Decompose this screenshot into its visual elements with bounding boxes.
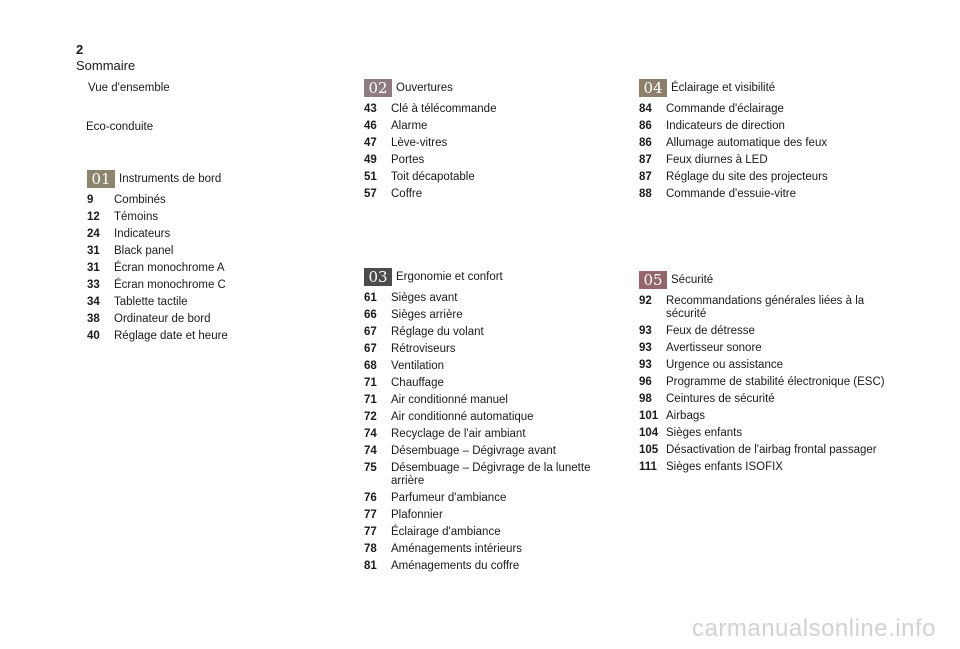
toc-entry[interactable] <box>364 326 604 339</box>
page-ref-number: 46 <box>364 120 377 132</box>
page-ref-number: 57 <box>364 188 377 200</box>
toc-entry-label: Toit décapotable <box>391 171 475 183</box>
page-ref-number: 61 <box>364 292 377 304</box>
overview-link[interactable]: Vue d'ensemble <box>88 82 170 94</box>
toc-entry-label: Programme de stabilité électronique (ESC) <box>666 376 885 388</box>
page-ref-number: 93 <box>639 342 652 354</box>
section-instruments <box>87 170 287 347</box>
page-ref-number: 38 <box>87 313 100 325</box>
toc-entry-label: Air conditionné automatique <box>391 411 534 423</box>
toc-entry[interactable] <box>639 120 889 133</box>
toc-entry[interactable] <box>87 194 287 207</box>
page-ref-number: 40 <box>87 330 100 342</box>
page-ref-number: 43 <box>364 103 377 115</box>
section-number-badge: 01 <box>87 170 115 188</box>
toc-entry-label: Plafonnier <box>391 509 443 521</box>
toc-entry-label: Air conditionné manuel <box>391 394 508 406</box>
toc-entry-label: Combinés <box>114 194 166 206</box>
section-number-badge: 02 <box>364 79 392 97</box>
toc-entry-label: Black panel <box>114 245 174 257</box>
toc-entry-label: Désactivation de l'airbag frontal passager <box>666 444 877 456</box>
toc-entry-label: Sièges arrière <box>391 309 463 321</box>
toc-entry[interactable] <box>364 428 604 441</box>
toc-entry[interactable] <box>639 461 891 474</box>
page-number: 2 <box>76 42 84 57</box>
toc-entry[interactable] <box>639 359 891 372</box>
section-openings <box>364 79 604 205</box>
toc-entry[interactable] <box>364 120 604 133</box>
toc-entry[interactable] <box>364 171 604 184</box>
page-ref-number: 93 <box>639 325 652 337</box>
toc-entry-label: Ceintures de sécurité <box>666 393 775 405</box>
page-ref-number: 74 <box>364 445 377 457</box>
toc-entry[interactable] <box>364 343 604 356</box>
toc-entry[interactable] <box>364 137 604 150</box>
toc-entry-label: Parfumeur d'ambiance <box>391 492 507 504</box>
page-ref-number: 78 <box>364 543 377 555</box>
page-ref-number: 105 <box>639 444 659 456</box>
section-header[interactable] <box>87 170 287 188</box>
toc-entry-label: Désembuage – Dégivrage avant <box>391 445 556 457</box>
toc-entry-label: Urgence ou assistance <box>666 359 783 371</box>
toc-entry[interactable] <box>87 211 287 224</box>
page-ref-number: 86 <box>639 120 652 132</box>
section-header[interactable] <box>364 79 604 97</box>
toc-entry-label: Sièges enfants ISOFIX <box>666 461 783 473</box>
page-ref-number: 9 <box>87 194 94 206</box>
toc-entry-label: Allumage automatique des feux <box>666 137 828 149</box>
toc-entry-label: Chauffage <box>391 377 444 389</box>
toc-entry[interactable] <box>364 526 604 539</box>
toc-entry[interactable] <box>364 509 604 522</box>
page-ref-number: 47 <box>364 137 377 149</box>
toc-entry[interactable] <box>364 377 604 390</box>
toc-entry-label: Aménagements du coffre <box>391 560 520 572</box>
page-ref-number: 111 <box>639 461 657 473</box>
toc-entry-label: Réglage du volant <box>391 326 484 338</box>
page-ref-number: 72 <box>364 411 377 423</box>
section-number-badge: 05 <box>639 271 667 289</box>
section-lighting <box>639 79 889 205</box>
toc-entry[interactable] <box>87 279 287 292</box>
toc-entry[interactable] <box>639 376 891 389</box>
toc-entry[interactable] <box>639 137 889 150</box>
section-title: Ouvertures <box>396 82 453 94</box>
toc-list <box>639 295 891 474</box>
toc-entry-label: Ordinateur de bord <box>114 313 211 325</box>
toc-entry[interactable] <box>87 330 287 343</box>
toc-entry-label: Feux diurnes à LED <box>666 154 768 166</box>
toc-entry[interactable] <box>87 228 287 241</box>
toc-entry[interactable] <box>639 295 891 321</box>
toc-entry[interactable] <box>364 188 604 201</box>
toc-entry-label: Clé à télécommande <box>391 103 497 115</box>
page-title: Sommaire <box>76 58 136 73</box>
page-ref-number: 96 <box>639 376 652 388</box>
toc-entry[interactable] <box>639 154 889 167</box>
section-header[interactable] <box>639 79 889 97</box>
toc-entry[interactable] <box>87 313 287 326</box>
toc-entry-label: Éclairage d'ambiance <box>391 526 501 538</box>
toc-entry[interactable] <box>639 342 891 355</box>
toc-entry-label: Coffre <box>391 188 423 200</box>
toc-entry[interactable] <box>364 309 604 322</box>
toc-entry-label: Sièges avant <box>391 292 458 304</box>
page-ref-number: 71 <box>364 394 377 406</box>
toc-entry[interactable] <box>364 154 604 167</box>
toc-list <box>639 103 889 201</box>
page-ref-number: 34 <box>87 296 100 308</box>
toc-entry[interactable] <box>364 560 604 573</box>
watermark-text: carmanualsonline.info <box>692 615 936 642</box>
toc-entry[interactable] <box>639 444 891 457</box>
toc-entry-label: Indicateurs <box>114 228 171 240</box>
toc-entry-label: Tablette tactile <box>114 296 188 308</box>
toc-entry[interactable] <box>364 103 604 116</box>
toc-entry[interactable] <box>639 188 889 201</box>
toc-entry-label: Commande d'éclairage <box>666 103 784 115</box>
page-ref-number: 92 <box>639 295 652 307</box>
toc-entry-label: Rétroviseurs <box>391 343 456 355</box>
toc-entry-label: Lève-vitres <box>391 137 448 149</box>
page-ref-number: 76 <box>364 492 377 504</box>
toc-entry[interactable] <box>639 325 891 338</box>
page-ref-number: 86 <box>639 137 652 149</box>
toc-entry[interactable] <box>87 262 287 275</box>
toc-list <box>87 194 287 343</box>
section-number-badge: 04 <box>639 79 667 97</box>
toc-entry[interactable] <box>639 427 891 440</box>
toc-entry-label: Désembuage – Dégivrage de la lunette arrière <box>391 462 591 487</box>
section-ergonomics <box>364 268 604 577</box>
page-ref-number: 104 <box>639 427 659 439</box>
toc-entry[interactable] <box>364 543 604 556</box>
section-header[interactable] <box>364 268 604 286</box>
toc-entry-label: Avertisseur sonore <box>666 342 762 354</box>
toc-entry[interactable] <box>364 360 604 373</box>
toc-entry[interactable] <box>639 393 891 406</box>
toc-entry[interactable] <box>364 462 604 488</box>
toc-entry-label: Commande d'essuie-vitre <box>666 188 797 200</box>
toc-entry[interactable] <box>364 445 604 458</box>
toc-entry-label: Aménagements intérieurs <box>391 543 523 555</box>
toc-entry[interactable] <box>639 171 889 184</box>
page-ref-number: 49 <box>364 154 377 166</box>
toc-entry-label: Indicateurs de direction <box>666 120 785 132</box>
section-header[interactable] <box>639 271 891 289</box>
toc-entry[interactable] <box>364 492 604 505</box>
toc-entry-label: Feux de détresse <box>666 325 755 337</box>
toc-entry[interactable] <box>87 245 287 258</box>
page-ref-number: 75 <box>364 462 377 474</box>
page-ref-number: 101 <box>639 410 659 422</box>
page-ref-number: 51 <box>364 171 377 183</box>
toc-entry-label: Alarme <box>391 120 428 132</box>
page-ref-number: 81 <box>364 560 377 572</box>
toc-entry-label: Recyclage de l'air ambiant <box>391 428 526 440</box>
toc-list <box>364 292 604 573</box>
toc-entry-label: Écran monochrome A <box>114 262 225 274</box>
toc-entry[interactable] <box>87 296 287 309</box>
page-ref-number: 12 <box>87 211 100 223</box>
toc-entry-label: Ventilation <box>391 360 445 372</box>
page-ref-number: 71 <box>364 377 377 389</box>
toc-entry-label: Réglage date et heure <box>114 330 228 342</box>
toc-entry-label: Sièges enfants <box>666 427 743 439</box>
toc-entry[interactable] <box>364 394 604 407</box>
toc-entry-label: Écran monochrome C <box>114 279 226 291</box>
toc-entry-label: Réglage du site des projecteurs <box>666 171 828 183</box>
page-ref-number: 31 <box>87 262 100 274</box>
page-ref-number: 24 <box>87 228 100 240</box>
section-title: Sécurité <box>671 274 714 286</box>
section-safety <box>639 271 891 478</box>
toc-entry[interactable] <box>364 292 604 305</box>
toc-entry[interactable] <box>639 410 891 423</box>
page-ref-number: 74 <box>364 428 377 440</box>
page-ref-number: 77 <box>364 509 377 521</box>
page-ref-number: 77 <box>364 526 377 538</box>
page-ref-number: 87 <box>639 171 652 183</box>
page-ref-number: 84 <box>639 103 652 115</box>
page-ref-number: 31 <box>87 245 100 257</box>
toc-entry-label: Recommandations générales liées à la sécurité <box>666 295 865 320</box>
section-title: Ergonomie et confort <box>396 271 503 283</box>
toc-entry[interactable] <box>364 411 604 424</box>
page-ref-number: 66 <box>364 309 377 321</box>
page-ref-number: 68 <box>364 360 377 372</box>
page-ref-number: 93 <box>639 359 652 371</box>
page-ref-number: 88 <box>639 188 652 200</box>
page-ref-number: 33 <box>87 279 100 291</box>
section-title: Éclairage et visibilité <box>671 82 776 94</box>
toc-entry-label: Témoins <box>114 211 159 223</box>
toc-entry[interactable] <box>639 103 889 116</box>
page-ref-number: 67 <box>364 343 377 355</box>
section-title: Instruments de bord <box>119 173 222 185</box>
page-ref-number: 87 <box>639 154 652 166</box>
toc-entry-label: Portes <box>391 154 425 166</box>
eco-driving-link[interactable]: Eco-conduite <box>86 121 154 133</box>
toc-entry-label: Airbags <box>666 410 705 422</box>
page-ref-number: 67 <box>364 326 377 338</box>
section-number-badge: 03 <box>364 268 392 286</box>
toc-list <box>364 103 604 201</box>
page-ref-number: 98 <box>639 393 652 405</box>
